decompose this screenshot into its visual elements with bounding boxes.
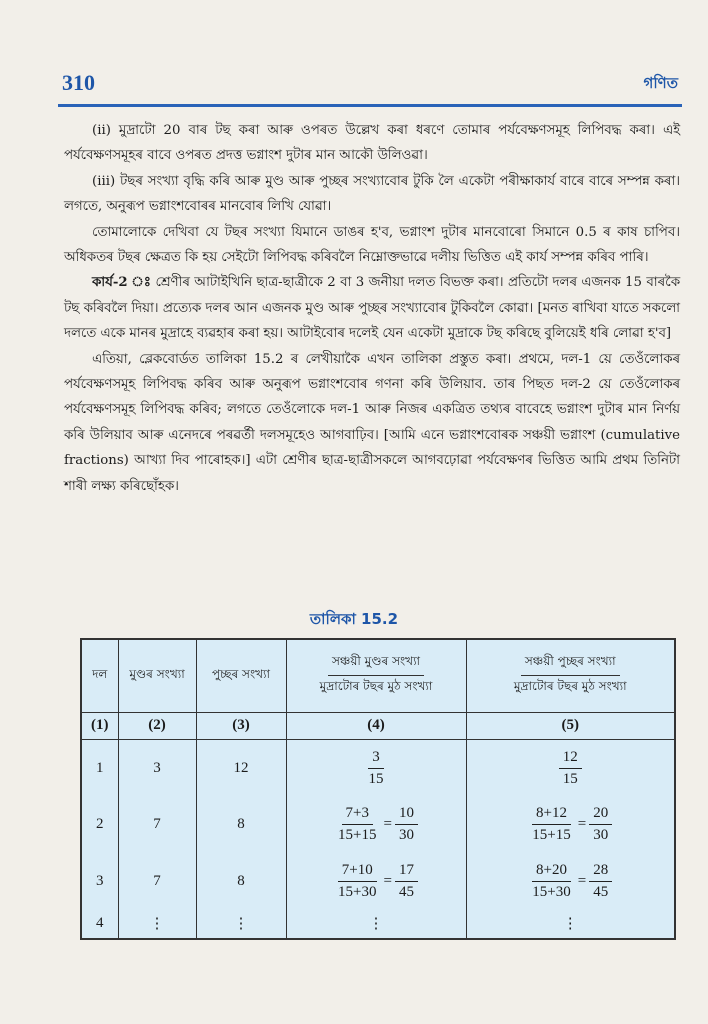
- cumulative-heads-cell: [286, 740, 466, 797]
- tails-cell: 8: [196, 797, 286, 854]
- numerator: 8+20: [532, 862, 571, 882]
- column-number: (2): [118, 712, 196, 739]
- result-fraction: [589, 805, 612, 844]
- denominator: 15+15: [338, 827, 377, 844]
- header-tails: পুচ্ছৰ সংখ্যা: [196, 640, 286, 712]
- task-2-label: কাৰ্য-2 ঃ: [92, 275, 152, 291]
- table-row: [82, 740, 674, 797]
- result-fraction: [395, 805, 418, 844]
- column-number: (1): [82, 712, 118, 739]
- expression-fraction: [528, 805, 574, 844]
- denominator: 15+30: [532, 883, 571, 900]
- denominator: 30: [593, 827, 609, 844]
- denominator: 45: [593, 883, 609, 900]
- cumulative-tails-cell: [466, 740, 674, 797]
- paragraph-observation: তোমালোকে দেখিবা যে টছৰ সংখ্যা যিমানে ডাঙৰ হ'ব, ভগ্নাংশ দুটাৰ মানবোৰো সিমানে 0.5 ৰ কাষ চাপিব। অধিকতৰ টছৰ ক্ষেত্ৰত কি হয় সেইটো লিপিবদ্ধ কৰিবলৈ নিম্নোক্তভাৱে দলীয় ভিত্তিত এই কাৰ্য সম্পন্ন কৰিব পাৰি।: [64, 224, 680, 266]
- equals-sign: =: [383, 816, 392, 833]
- column-number: (5): [466, 712, 674, 739]
- header-fraction: [510, 651, 631, 700]
- denominator: 15: [562, 770, 578, 787]
- numerator: 10: [395, 805, 418, 825]
- denominator: 15+15: [532, 827, 571, 844]
- tails-cell: ⋮: [196, 910, 286, 938]
- numerator: 7+3: [342, 805, 373, 825]
- denominator: 15: [368, 770, 384, 787]
- numerator: 17: [395, 862, 418, 882]
- header-numerator: সঞ্চয়ী মুণ্ডৰ সংখ্যা: [328, 651, 424, 676]
- cumulative-table: [80, 638, 676, 940]
- tails-cell: 12: [196, 740, 286, 797]
- result-fraction: [589, 862, 612, 901]
- column-number: (4): [286, 712, 466, 739]
- header-cumulative-heads: [286, 640, 466, 712]
- cumulative-tails-cell: ⋮: [466, 910, 674, 938]
- denominator: 30: [398, 827, 414, 844]
- header-heads: মুণ্ডৰ সংখ্যা: [118, 640, 196, 712]
- expression-fraction: [528, 862, 574, 901]
- cumulative-heads-cell: [286, 853, 466, 910]
- cumulative-tails-cell: [466, 797, 674, 854]
- heads-cell: 7: [118, 797, 196, 854]
- paragraph-iii: (iii) টছৰ সংখ্যা বৃদ্ধি কৰি আৰু মুণ্ড আৰু পুচ্ছৰ সংখ্যাবোৰ টুকি লৈ একেটা পৰীক্ষাকাৰ্য বাৰে বাৰে সম্পন্ন কৰা। লগতে, অনুৰূপ ভগ্নাংশবোৰৰ মানবোৰ লিখি যোৱা।: [64, 173, 680, 215]
- numerator: 7+10: [338, 862, 377, 882]
- table-row: [82, 910, 674, 938]
- expression-fraction: [334, 862, 380, 901]
- group-cell: 1: [82, 740, 118, 797]
- header-rule: [58, 104, 682, 107]
- heads-cell: ⋮: [118, 910, 196, 938]
- paragraph-task-2: [64, 270, 680, 346]
- numerator: 20: [589, 805, 612, 825]
- header-group: দল: [82, 640, 118, 712]
- body-text: [64, 118, 680, 499]
- group-cell: 4: [82, 910, 118, 938]
- fraction: [559, 749, 582, 788]
- numerator: 12: [559, 749, 582, 769]
- heads-cell: 3: [118, 740, 196, 797]
- page-number: 310: [62, 70, 95, 95]
- numerator: 3: [368, 749, 384, 769]
- header-numerator: সঞ্চয়ী পুচ্ছৰ সংখ্যা: [521, 651, 620, 676]
- paragraph-blackboard: এতিয়া, ব্লেকবোৰ্ডত তালিকা 15.2 ৰ লেখীয়াকৈ এখন তালিকা প্ৰস্তুত কৰা। প্ৰথমে, দল-1 য়ে তেওঁলোকৰ পৰ্যবেক্ষণসমূহ লিপিবদ্ধ কৰিব আৰু অনুৰূপ ভগ্নাংশবোৰ গণনা কৰি উলিয়াব. তাৰ পিছত দল-2 য়ে তেওঁলোকৰ পৰ্যবেক্ষণসমূহ লিপিবদ্ধ কৰিব; লগতে তেওঁলোকে দল-1 আৰু নিজৰ একত্ৰিত তথ্যৰ বাবেহে ভগ্নাংশ দুটাৰ মান নিৰ্ণয় কৰি উলিয়াব আৰু এনেদৰে পৰৱৰ্তী দলসমূহেও আগবাঢ়িব। [আমি এনে ভগ্নাংশবোৰক সঞ্চয়ী ভগ্নাংশ (cumulative fractions) আখ্যা দিব পাৰোহক।] এটা শ্ৰেণীৰ ছাত্ৰ-ছাত্ৰীসকলে আগবঢ়োৱা পৰ্যবেক্ষণৰ ভিত্তিত আমি প্ৰথম তিনিটা শাৰী লক্ষ্য কৰিছোঁহক।: [64, 351, 681, 494]
- heads-cell: 7: [118, 853, 196, 910]
- equals-sign: =: [383, 872, 392, 889]
- table-row: [82, 797, 674, 854]
- group-cell: 2: [82, 797, 118, 854]
- column-number: (3): [196, 712, 286, 739]
- cumulative-heads-cell: ⋮: [286, 910, 466, 938]
- header-denominator: মুদ্ৰাটোৰ টছৰ মুঠ সংখ্যা: [513, 679, 627, 694]
- header-denominator: মুদ্ৰাটোৰ টছৰ মুঠ সংখ্যা: [319, 679, 433, 694]
- expression-fraction: [334, 805, 380, 844]
- denominator: 15+30: [338, 883, 377, 900]
- denominator: 45: [398, 883, 414, 900]
- group-cell: 3: [82, 853, 118, 910]
- header-fraction: [316, 651, 437, 700]
- numerator: 8+12: [532, 805, 571, 825]
- fraction: [365, 749, 388, 788]
- result-fraction: [395, 862, 418, 901]
- numerator: 28: [589, 862, 612, 882]
- running-title: গণিত: [643, 74, 678, 92]
- paragraph-ii: (ii) মুদ্ৰাটো 20 বাৰ টছ কৰা আৰু ওপৰত উল্লেখ কৰা ধৰণে তোমাৰ পৰ্যবেক্ষণসমূহ লিপিবদ্ধ কৰা। এই পৰ্যবেক্ষণসমূহৰ বাবে ওপৰত প্ৰদত্ত ভগ্নাংশ দুটাৰ মান আকৌ উলিওৱা।: [64, 123, 680, 164]
- table-caption: তালিকা 15.2: [309, 610, 399, 628]
- cumulative-heads-cell: [286, 797, 466, 854]
- tails-cell: 8: [196, 853, 286, 910]
- header-cumulative-tails: [466, 640, 674, 712]
- equals-sign: =: [577, 872, 587, 889]
- cumulative-tails-cell: [466, 853, 674, 910]
- table-row: [82, 853, 674, 910]
- equals-sign: =: [577, 816, 587, 833]
- task-2-text: শ্ৰেণীৰ আটাইখিনি ছাত্ৰ-ছাত্ৰীকে 2 বা 3 জনীয়া দলত বিভক্ত কৰা। প্ৰতিটো দলৰ এজনক 15 বাৰকৈ টছ কৰিবলৈ দিয়া। প্ৰত্যেক দলৰ আন এজনক মুণ্ড আৰু পুচ্ছৰ সংখ্যাবোৰ টুকিবলৈ কোৱা। [মনত ৰাখিবা যাতে সকলো দলতে একে মানৰ মুদ্ৰাহে ব্যৱহাৰ কৰা হয়। আটাইবোৰ দলেই যেন একেটা মুদ্ৰাকে টছ কৰিছে বুলিয়েই ধৰি লোৱা হ'ব]: [64, 275, 681, 342]
